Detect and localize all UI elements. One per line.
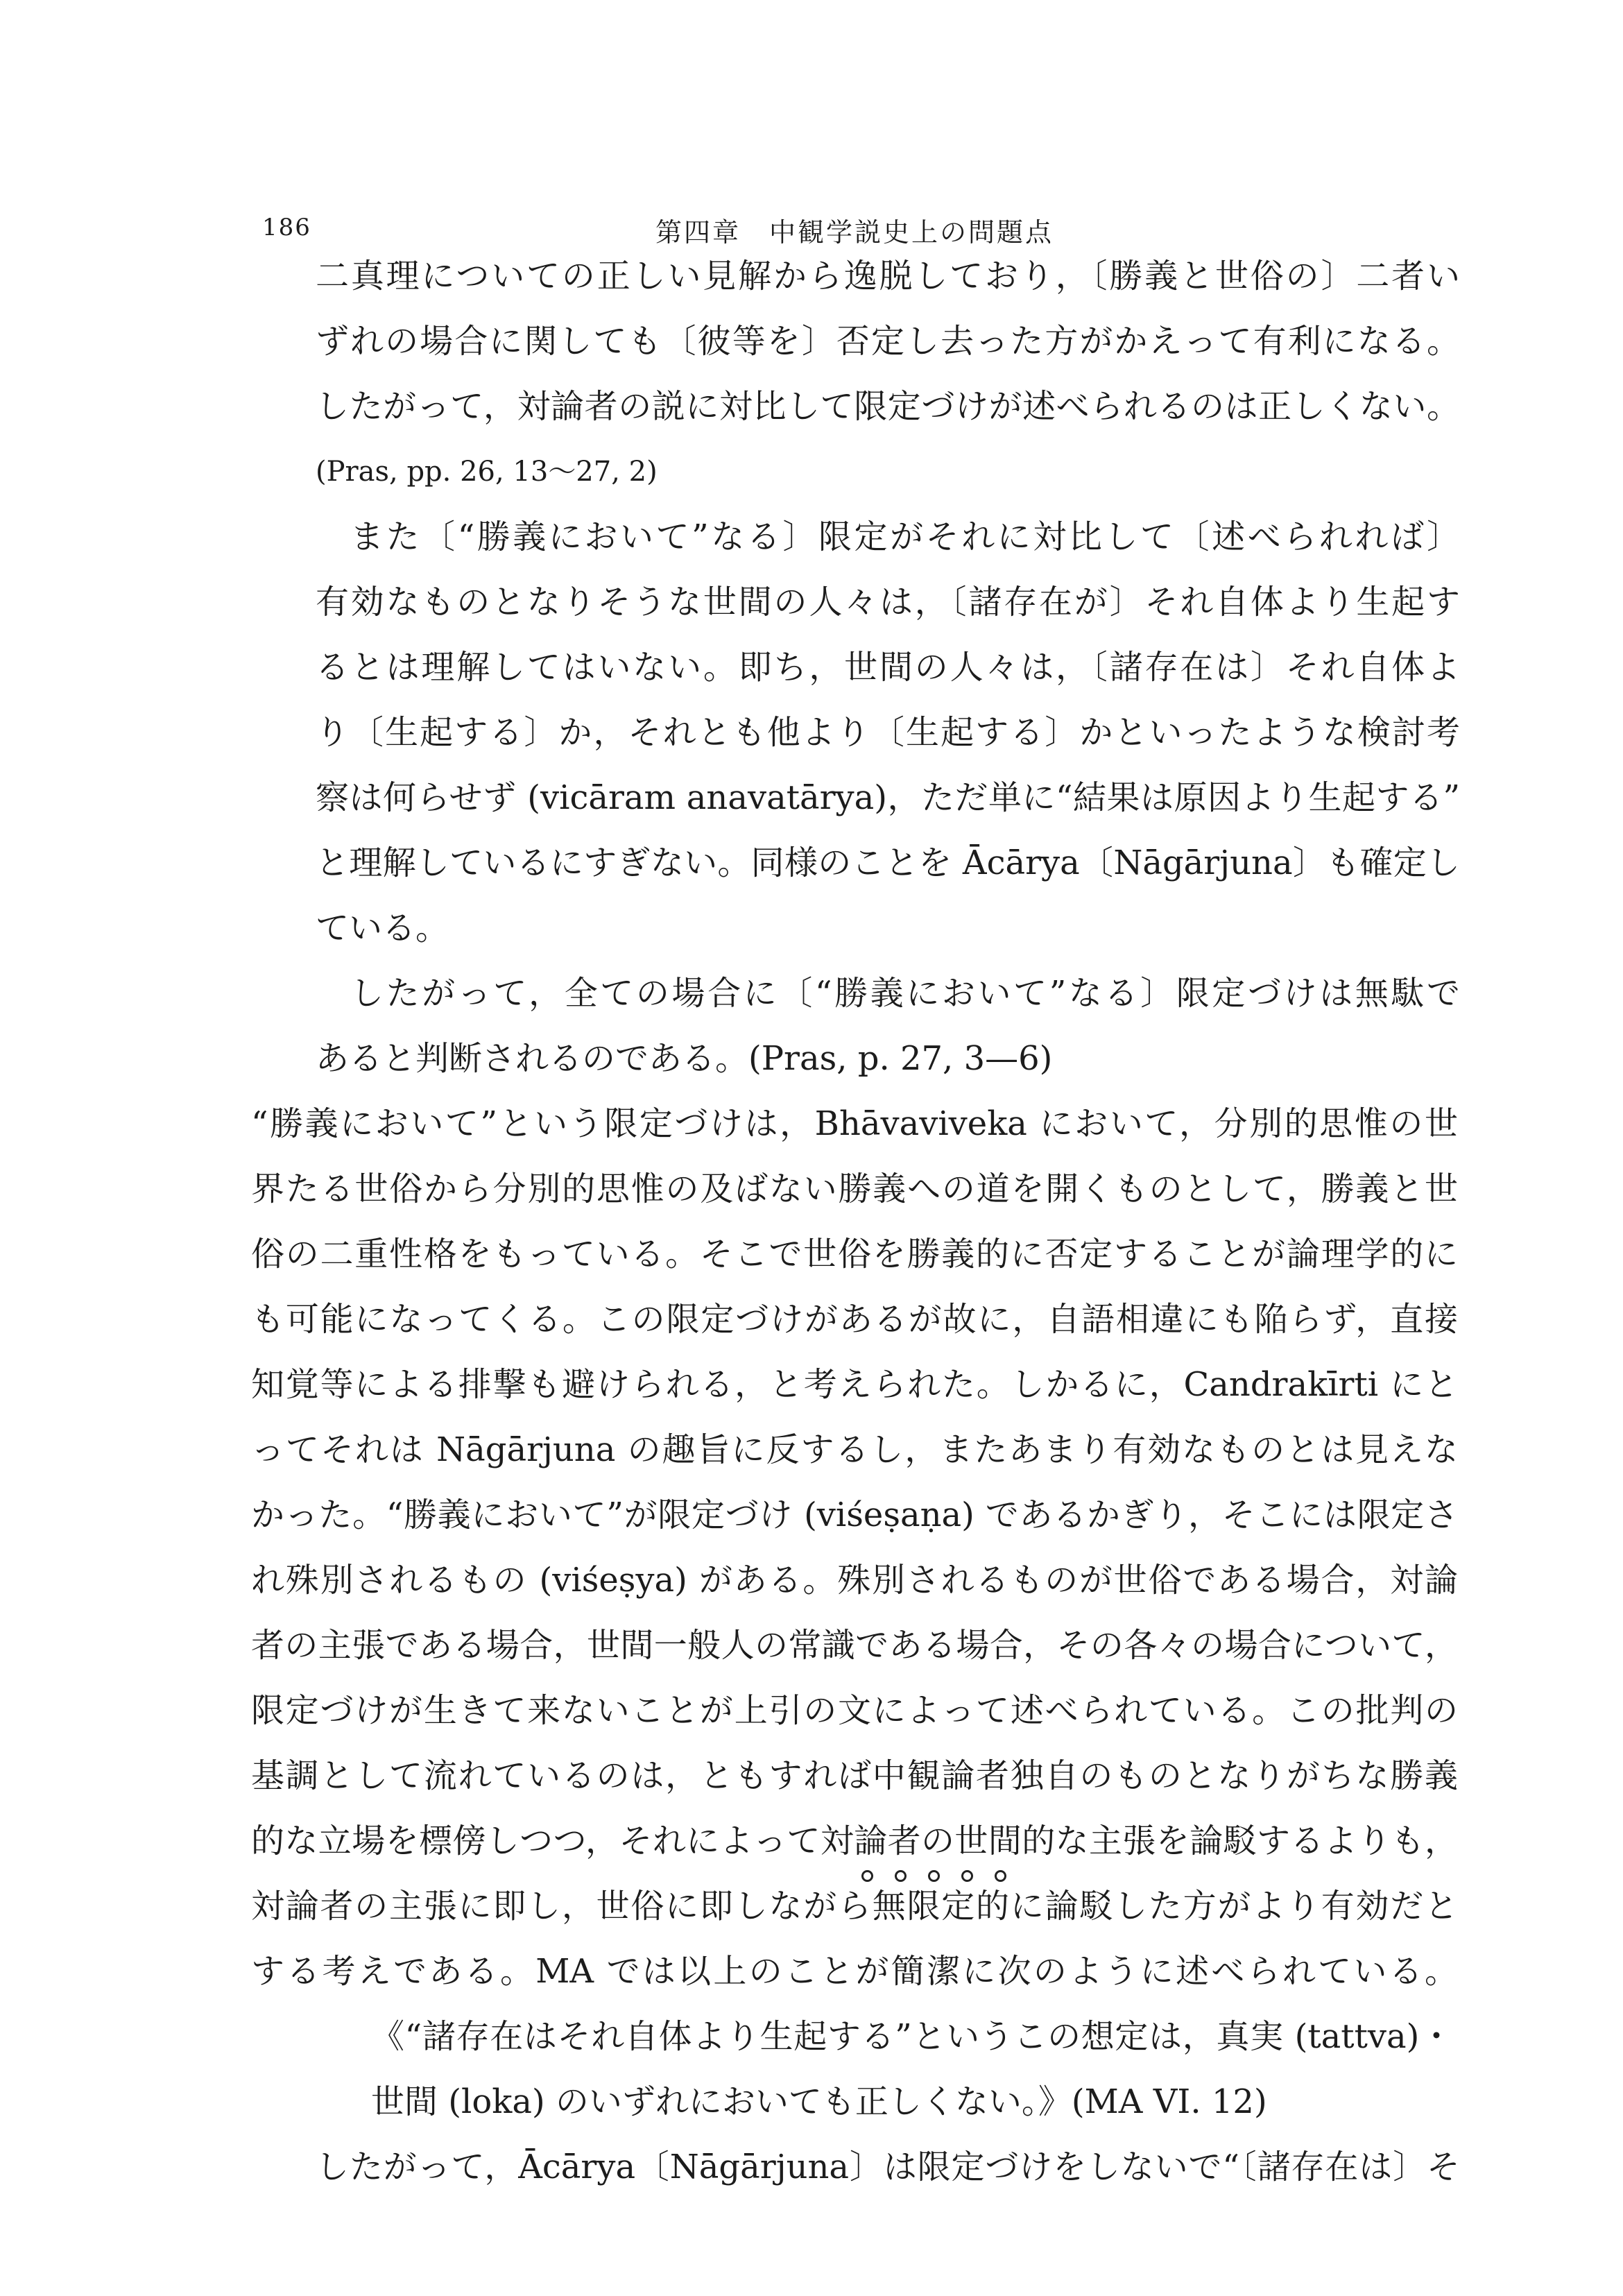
emphasis-dots <box>861 1870 1028 1883</box>
text-line: 対論者の主張に即し，世俗に即しながら無限定的に論駁した方がより有効だと <box>251 1887 1458 1926</box>
text-line: り〔生起する〕か，それとも他より〔生起する〕かといったような検討考 <box>316 713 1460 752</box>
text-line: 界たる世俗から分別的思惟の及ばない勝義への道を開くものとして，勝義と世 <box>251 1170 1458 1208</box>
text-line: “勝義において”という限定づけは，Bhāvaviveka において，分別的思惟の世 <box>251 1104 1458 1143</box>
text-line: れ殊別されるもの (viśeṣya) がある。殊別されるものが世俗である場合，対論 <box>251 1561 1458 1600</box>
text-line: るとは理解してはいない。即ち，世間の人々は，〔諸存在は〕それ自体よ <box>316 648 1460 687</box>
text-line: また〔“勝義において”なる〕限定がそれに対比して〔述べられれば〕 <box>350 517 1460 556</box>
text-line: ずれの場合に関しても〔彼等を〕否定し去った方がかえって有利になる。 <box>316 322 1460 361</box>
page-number: 186 <box>262 214 311 241</box>
text-line: 知覚等による排撃も避けられる，と考えられた。しかるに，Candrakīrti にと <box>251 1365 1458 1404</box>
text-line: 限定づけが生きて来ないことが上引の文によって述べられている。この批判の <box>251 1691 1458 1730</box>
text-line: したがって，Ācārya〔Nāgārjuna〕は限定づけをしないで“〔諸存在は〕そ <box>316 2148 1460 2186</box>
text-line: 基調として流れているのは，ともすれば中観論者独自のものとなりがちな勝義 <box>251 1756 1458 1795</box>
text-line: と理解しているにすぎない。同様のことを Ācārya〔Nāgārjuna〕も確定し <box>316 843 1460 882</box>
text-line: 世間 (loka) のいずれにおいても正しくない。》(MA VI. 12) <box>371 2082 1267 2121</box>
page-header <box>0 201 1623 248</box>
text-line: 俗の二重性格をもっている。そこで世俗を勝義的に否定することが論理学的に <box>251 1235 1458 1274</box>
text-line: 的な立場を標傍しつつ，それによって対論者の世間的な主張を論駁するよりも， <box>251 1822 1458 1860</box>
text-line: 二真理についての正しい見解から逸脱しており，〔勝義と世俗の〕二者い <box>316 257 1460 295</box>
text-line: したがって，対論者の説に対比して限定づけが述べられるのは正しくない。 <box>316 387 1460 426</box>
text-line: も可能になってくる。この限定づけがあるが故に，自語相違にも陥らず，直接 <box>251 1300 1458 1339</box>
text-line: 《“諸存在はそれ自体より生起する”というこの想定は，真実 (tattva)・ <box>371 2017 1453 2056</box>
text-line: 有効なものとなりそうな世間の人々は，〔諸存在が〕それ自体より生起す <box>316 583 1460 622</box>
text-line: あると判断されるのである。(Pras, p. 27, 3—6) <box>316 1039 1053 1078</box>
text-line: 察は何らせず (vicāram anavatārya)，ただ単に“結果は原因より生起する” <box>316 778 1460 817</box>
text-line: 者の主張である場合，世間一般人の常識である場合，その各々の場合について， <box>251 1626 1458 1665</box>
text-line: ってそれは Nāgārjuna の趣旨に反するし，またあまり有効なものとは見えな <box>251 1430 1458 1469</box>
running-title: 第四章 中観学説史上の問題点 <box>655 217 1054 248</box>
text-line: かった。“勝義において”が限定づけ (viśeṣaṇa) であるかぎり，そこには限定さ <box>251 1496 1458 1534</box>
citation: (Pras, pp. 26, 13〜27, 2) <box>316 456 658 488</box>
text-line: する考えである。MA では以上のことが簡潔に次のように述べられている。 <box>251 1952 1458 1991</box>
text-line: したがって，全ての場合に〔“勝義において”なる〕限定づけは無駄で <box>350 974 1460 1013</box>
text-line: ている。 <box>316 909 449 948</box>
